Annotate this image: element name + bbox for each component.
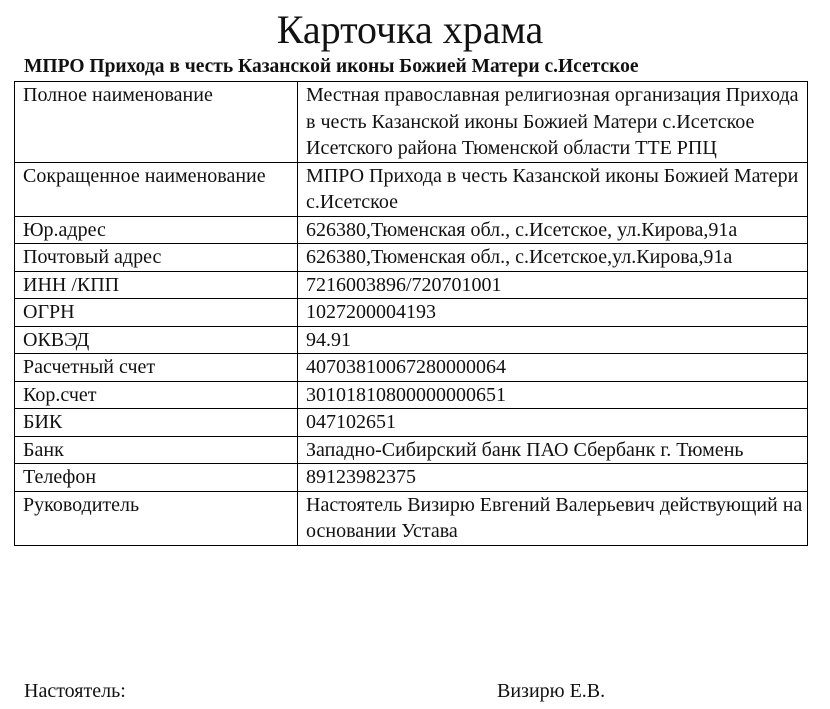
table-row [15, 436, 808, 464]
row-value: 626380,Тюменская обл., с.Исетское, ул.Кирова,91а [298, 216, 808, 244]
row-value: 626380,Тюменская обл., с.Исетское,ул.Кирова,91а [298, 244, 808, 272]
signatory-name: Визирю Е.В. [497, 680, 606, 702]
table-row [15, 381, 808, 409]
row-value: 047102651 [298, 409, 808, 437]
row-value: 40703810067280000064 [298, 354, 808, 382]
table-row [15, 299, 808, 327]
row-label: Телефон [15, 464, 298, 492]
row-label: Почтовый адрес [15, 244, 298, 272]
row-value: МПРО Прихода в честь Казанской иконы Божией Матери с.Исетское [298, 162, 808, 216]
row-value: 94.91 [298, 326, 808, 354]
row-value: 1027200004193 [298, 299, 808, 327]
row-value: Западно-Сибирский банк ПАО Сбербанк г. Тюмень [298, 436, 808, 464]
row-label: ИНН /КПП [15, 271, 298, 299]
row-value: Настоятель Визирю Евгений Валерьевич действующий на основании Устава [298, 491, 808, 545]
table-row [15, 491, 808, 545]
table-row [15, 354, 808, 382]
row-label: Сокращенное наименование [15, 162, 298, 216]
table-row [15, 162, 808, 216]
row-label: ОКВЭД [15, 326, 298, 354]
table-row [15, 216, 808, 244]
row-value: 89123982375 [298, 464, 808, 492]
table-row [15, 271, 808, 299]
row-label: Юр.адрес [15, 216, 298, 244]
row-label: Руководитель [15, 491, 298, 545]
table-row [15, 409, 808, 437]
table-row [15, 82, 808, 163]
organization-short-name: МПРО Прихода в честь Казанской иконы Божией Матери с.Исетское [24, 56, 639, 77]
table-row [15, 464, 808, 492]
row-label: БИК [15, 409, 298, 437]
row-value: Местная православная религиозная организация Прихода в честь Казанской иконы Божией Матери с.Исетское Исетского района Тюменской области ТТЕ РПЦ [298, 82, 808, 163]
signature-position-label: Настоятель: [24, 680, 126, 702]
row-label: Расчетный счет [15, 354, 298, 382]
page-title: Карточка храма [276, 7, 544, 52]
row-label: Банк [15, 436, 298, 464]
row-label: ОГРН [15, 299, 298, 327]
table-row [15, 326, 808, 354]
row-label: Полное наименование [15, 82, 298, 163]
details-table [14, 81, 808, 546]
row-label: Кор.счет [15, 381, 298, 409]
table-row [15, 244, 808, 272]
row-value: 30101810800000000651 [298, 381, 808, 409]
row-value: 7216003896/720701001 [298, 271, 808, 299]
